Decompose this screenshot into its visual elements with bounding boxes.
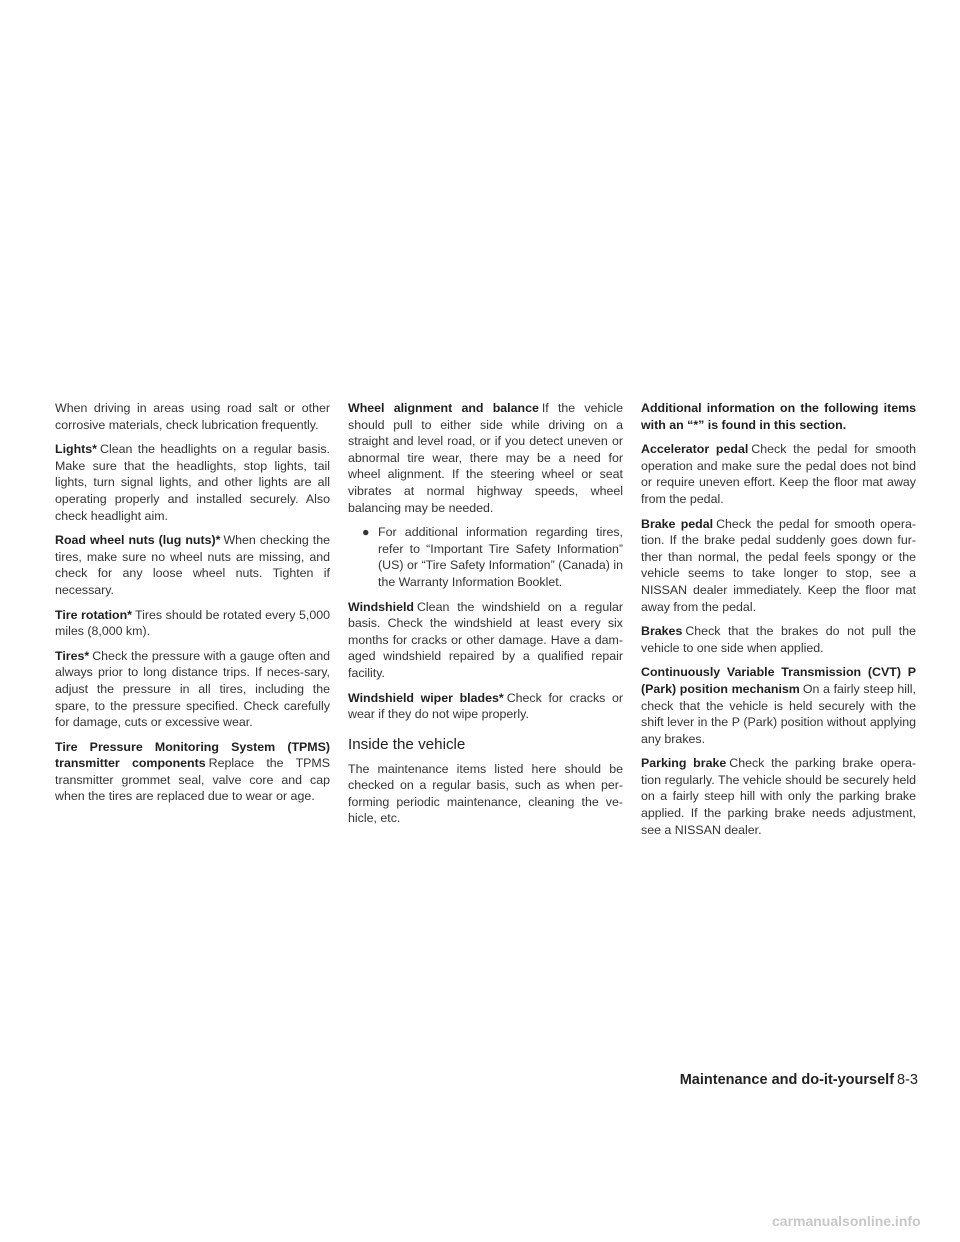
item-text: When checking the tires, make sure no wheel nuts are missing, and check for any loose wheel nuts. Tighten if necessary. <box>55 533 330 597</box>
intro-paragraph: When driving in areas using road salt or other corrosive materials, check lubrication frequently. <box>55 401 330 432</box>
watermark-icon <box>772 1210 942 1232</box>
section-heading: Inside the vehicle <box>348 735 466 753</box>
item-text: Replace the TPMS transmitter grommet seal, valve core and cap when the tires are replaced due to wear or age. <box>55 756 331 804</box>
item-term: Tire Pressure Monitoring System (TPMS) transmitter components <box>55 739 330 771</box>
item-term: Windshield wiper blades* <box>348 690 504 705</box>
item-term: Wheel alignment and balance <box>348 401 539 415</box>
column-3 <box>641 400 916 846</box>
item-brakes <box>641 623 916 656</box>
item-text: Clean the headlights on a regular basis. Make sure that the headlights, stop lights, tail lights, turn signal lights, and other lights are all operating properly and installed securely. Also check headlight aim. <box>55 442 330 523</box>
item-wheel-alignment <box>348 400 623 516</box>
item-road-wheel-nuts <box>55 532 330 598</box>
column-1 <box>55 400 330 813</box>
page-footer <box>680 1072 918 1088</box>
item-wiper-blades <box>348 690 623 723</box>
item-text: Check the pressure with a gauge often and always prior to long distance trips. If neces-sary, adjust the pressure in all tires, including the spare, to the pressure specified. Check carefully for damage, cuts or excessive wear. <box>55 648 330 730</box>
section-intro: The maintenance items listed here should be checked on a regular basis, such as when per-forming periodic maintenance, cleaning the ve-hicle, etc. <box>348 761 623 826</box>
item-tires <box>55 648 330 731</box>
item-tpms <box>55 739 330 805</box>
item-text: Clean the windshield on a regular basis. Check the windshield at least every six months for cracks or other damage. Have a dam-aged windshield repaired by a qualified repair facility. <box>348 599 623 680</box>
item-term: Accelerator pedal <box>641 442 749 457</box>
item-lights <box>55 441 330 524</box>
bullet-text: For additional information regarding tires, refer to “Important Tire Safety Information” (US) or “Tire Safety Information” (Canada) in the Warranty Information Booklet. <box>378 525 623 589</box>
item-tire-rotation <box>55 607 330 640</box>
watermark-logo <box>772 1210 942 1232</box>
item-term: Tires* <box>55 648 90 663</box>
bullet-item <box>348 524 623 590</box>
item-cvt-park <box>641 664 916 747</box>
item-text: Check the pedal for smooth operation and make sure the pedal does not bind or require uneven effort. Keep the floor mat away from the pedal. <box>641 442 916 506</box>
item-text: If the vehicle should pull to either side while driving on a straight and level road, or if you detect uneven or abnormal tire wear, there may be a need for wheel alignment. If the steering wheel or seat vibrates at normal highway speeds, wheel balancing may be needed. <box>348 401 623 515</box>
item-term: Lights* <box>55 442 97 457</box>
item-term: Windshield <box>348 599 414 614</box>
item-text: On a fairly steep hill, check that the vehicle is held securely with the shift lever in the P (Park) position without applying any brakes. <box>641 681 916 746</box>
footer-section-title: Maintenance and do-it-yourself <box>679 1072 895 1088</box>
watermark-text: carmanualsonline.info <box>772 1213 921 1229</box>
item-term: Parking brake <box>641 756 727 771</box>
bullet-icon: ● <box>362 525 370 540</box>
additional-info-note: Additional information on the following items with an “*” is found in this section. <box>641 401 916 432</box>
item-accelerator-pedal <box>641 441 916 507</box>
item-term: Continuously Variable Transmission (CVT) P (Park) position mechanism <box>641 665 916 696</box>
item-brake-pedal <box>641 516 916 616</box>
item-parking-brake <box>641 755 916 838</box>
item-term: Brake pedal <box>641 516 714 531</box>
item-windshield <box>348 599 623 682</box>
item-text: Check the pedal for smooth opera-tion. If the brake pedal suddenly goes down fur-ther than normal, the pedal feels spongy or the vehicle seems to take longer to stop, see a NISSAN dealer immediately. Keep the floor mat away from the pedal. <box>641 516 916 614</box>
column-2 <box>348 400 623 835</box>
item-text: Check for cracks or wear if they do not wipe properly. <box>348 690 623 722</box>
item-term: Tire rotation* <box>55 607 132 622</box>
page-number: 8-3 <box>897 1072 918 1088</box>
item-text: Check the parking brake opera-tion regularly. The vehicle should be securely held on a fairly steep hill with only the parking brake applied. If the parking brake needs adjustment, see a NISSAN dealer. <box>641 756 916 837</box>
item-term: Brakes <box>641 624 683 639</box>
item-term: Road wheel nuts (lug nuts)* <box>55 533 221 548</box>
item-text: Check that the brakes do not pull the vehicle to one side when applied. <box>641 624 916 655</box>
item-text: Tires should be rotated every 5,000 miles (8,000 km). <box>55 607 330 639</box>
